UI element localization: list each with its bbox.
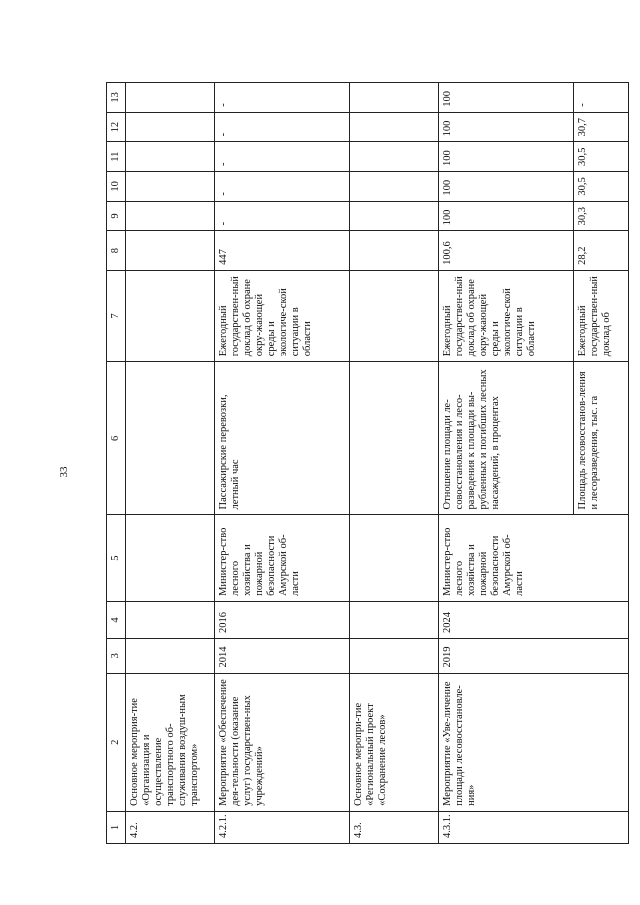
table-cell: Основное мероприя-тие «Организация и осуществление транспортного об-служивания воздуш-ным транспортом» <box>126 673 215 811</box>
table-cell <box>126 638 215 673</box>
header-cell: 6 <box>107 362 126 515</box>
header-cell: 1 <box>107 811 126 843</box>
page-number: 33 <box>58 466 70 478</box>
table-cell: 2014 <box>215 638 350 673</box>
table-cell: - <box>215 83 350 113</box>
table-cell: - <box>215 142 350 172</box>
table-cell <box>350 270 439 361</box>
table-cell: 4.3. <box>350 811 439 843</box>
table-cell: Мероприятие «Уве-личение площади лесовосстановле-ния» <box>439 673 629 811</box>
header-cell: 8 <box>107 231 126 271</box>
table-cell: - <box>215 112 350 142</box>
table-cell <box>126 231 215 271</box>
table-cell: 2016 <box>215 601 350 638</box>
table-row <box>126 83 215 844</box>
table-cell <box>350 638 439 673</box>
table-cell: Отношение площади ле-совосстановления и лесо-разведения к площади вы-рубленных и погибших лесных насаждений, в процентах <box>439 362 574 515</box>
header-cell: 2 <box>107 673 126 811</box>
table-cell: Основное меропри-тие «Региональный проект «Сохранение лесов» <box>350 673 439 811</box>
table-cell <box>126 601 215 638</box>
table-cell <box>126 142 215 172</box>
table-cell <box>350 112 439 142</box>
table-cell: 2019 <box>439 638 629 673</box>
table-cell: 4.2.1. <box>215 811 350 843</box>
table-cell: 30,5 <box>574 142 629 172</box>
table-cell <box>350 83 439 113</box>
table-cell: 28,2 <box>574 231 629 271</box>
header-cell: 7 <box>107 270 126 361</box>
table-cell: Ежегодный государствен-ный доклад об охране окру-жающей среды и экологиче-ской ситуации в области <box>215 270 350 361</box>
table-cell: 30,5 <box>574 172 629 202</box>
table-cell: - <box>215 201 350 231</box>
table-cell: Пассажирские перевозки, летный час <box>215 362 350 515</box>
table-cell: 100 <box>439 142 574 172</box>
table-cell: Министер-ство лесного хозяйства и пожарной безопасности Амурской об-ласти <box>439 515 629 601</box>
table-cell: 4.2. <box>126 811 215 843</box>
table-cell <box>126 515 215 601</box>
header-cell: 11 <box>107 142 126 172</box>
table-cell: 4.3.1. <box>439 811 629 843</box>
header-cell: 13 <box>107 83 126 113</box>
table-row <box>215 83 350 844</box>
table-cell: - <box>574 83 629 113</box>
table-cell: Ежегодный государствен-ный доклад об охране окру-жающей среды и экологиче-ской ситуации в области <box>439 270 574 361</box>
table-cell: 30,7 <box>574 112 629 142</box>
table-cell: Мероприятие «Обеспечение дея-тельности (оказание услуг) государствен-ных учреждений» <box>215 673 350 811</box>
table-cell <box>126 172 215 202</box>
table-cell <box>350 172 439 202</box>
table-cell: Министер-ство лесного хозяйства и пожарной безопасности Амурской об-ласти <box>215 515 350 601</box>
table-cell <box>126 201 215 231</box>
table-cell <box>350 142 439 172</box>
table-cell <box>126 362 215 515</box>
table-cell <box>350 601 439 638</box>
header-cell: 4 <box>107 601 126 638</box>
table-cell: 100,6 <box>439 231 574 271</box>
header-row <box>107 83 126 844</box>
header-cell: 10 <box>107 172 126 202</box>
table-cell <box>350 231 439 271</box>
table-cell: 100 <box>439 172 574 202</box>
table-row <box>350 83 439 844</box>
table-cell <box>126 112 215 142</box>
table-cell: 447 <box>215 231 350 271</box>
header-cell: 9 <box>107 201 126 231</box>
table-row <box>439 83 574 844</box>
table-cell: 2024 <box>439 601 629 638</box>
rotated-table-container <box>106 0 612 844</box>
table-cell: 100 <box>439 83 574 113</box>
header-cell: 12 <box>107 112 126 142</box>
header-cell: 3 <box>107 638 126 673</box>
table-cell: - <box>215 172 350 202</box>
table-cell <box>350 515 439 601</box>
table-cell: Площадь лесовосстанов-ления и лесоразведения, тыс. га <box>574 362 629 515</box>
table-cell: 100 <box>439 201 574 231</box>
table-cell: 100 <box>439 112 574 142</box>
table-cell: Ежегодный государствен-ный доклад об <box>574 270 629 361</box>
measures-table <box>106 82 629 844</box>
table-cell <box>126 270 215 361</box>
table-cell <box>126 83 215 113</box>
table-cell: 30,3 <box>574 201 629 231</box>
table-cell <box>350 362 439 515</box>
table-cell <box>350 201 439 231</box>
header-cell: 5 <box>107 515 126 601</box>
